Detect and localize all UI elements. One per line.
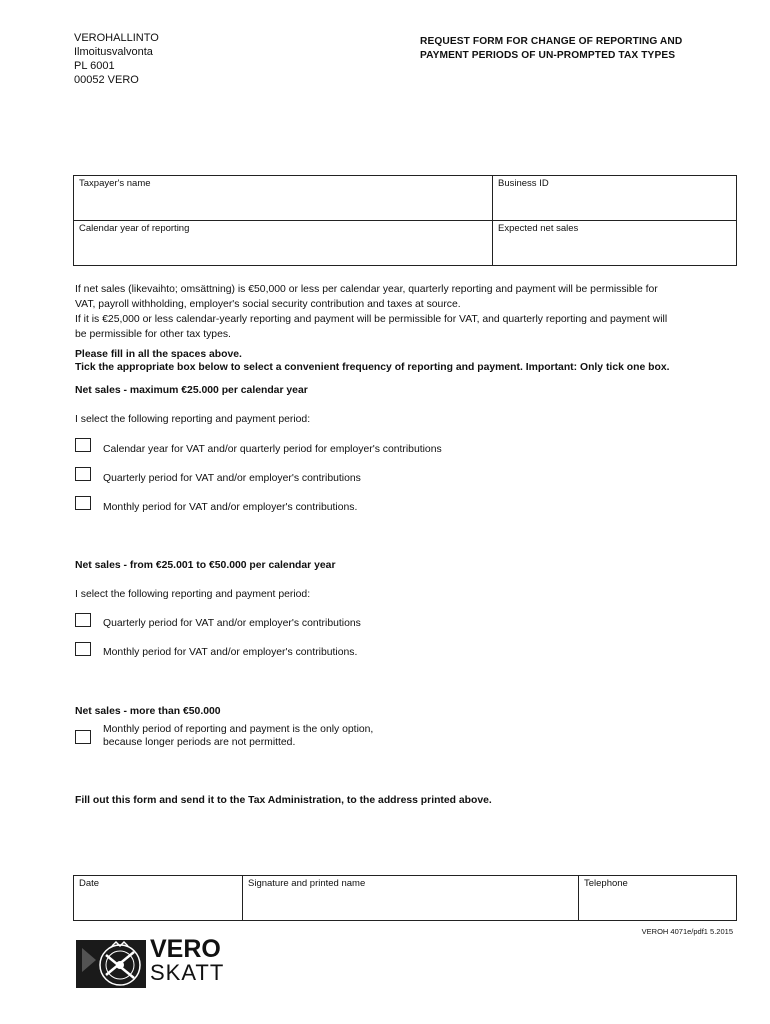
form-title-line-1: REQUEST FORM FOR CHANGE OF REPORTING AND <box>420 36 683 47</box>
form-title <box>420 35 682 63</box>
intro-line-3: If it is €25,000 or less calendar-yearly reporting and payment will be permissible for VAT, and quarterly reporting and payment will <box>75 314 668 325</box>
section1-option1-label: Calendar year for VAT and/or quarterly period for employer's contributions <box>103 444 442 455</box>
address-line-2: Ilmoitusvalvonta <box>74 46 153 58</box>
section3-option1-line-2: because longer periods are not permitted. <box>103 737 296 748</box>
intro-line-4: be permissible for other tax types. <box>75 329 231 340</box>
form-code: VEROH 4071e/pdf1 5.2015 <box>641 927 733 936</box>
section3-option1-checkbox[interactable] <box>75 730 91 744</box>
section3-option1-line-1: Monthly period of reporting and payment is the only option, <box>103 724 374 735</box>
sender-address <box>74 31 159 87</box>
taxpayer-name-field[interactable] <box>74 176 493 221</box>
section1-option3-checkbox[interactable] <box>75 496 91 510</box>
telephone-field[interactable] <box>579 876 737 921</box>
calendar-year-label: Calendar year of reporting <box>79 223 190 234</box>
instructions <box>75 348 669 374</box>
tax-administration-emblem-icon <box>76 940 146 988</box>
instructions-line-1: Please fill in all the spaces above. <box>75 349 242 360</box>
taxpayer-name-label: Taxpayer's name <box>79 178 151 189</box>
address-line-3: PL 6001 <box>74 60 115 72</box>
section2-heading: Net sales - from €25.001 to €50.000 per calendar year <box>75 560 336 571</box>
section1-option2-label: Quarterly period for VAT and/or employer's contributions <box>103 473 361 484</box>
instructions-line-2: Tick the appropriate box below to select a convenient frequency of reporting and payment. Important: Only tick one box. <box>75 362 670 373</box>
section1-option3-label: Monthly period for VAT and/or employer's contributions. <box>103 502 358 513</box>
address-line-4: 00052 VERO <box>74 74 139 86</box>
intro-line-2: VAT, payroll withholding, employer's social security contribution and taxes at source. <box>75 299 461 310</box>
section2-option1-label: Quarterly period for VAT and/or employer's contributions <box>103 618 361 629</box>
form-title-line-2: PAYMENT PERIODS OF UN-PROMPTED TAX TYPES <box>420 50 676 61</box>
intro-paragraph <box>75 282 745 342</box>
section2-option1-checkbox[interactable] <box>75 613 91 627</box>
section2-option2-checkbox[interactable] <box>75 642 91 656</box>
telephone-label: Telephone <box>584 878 628 889</box>
section1-option2-checkbox[interactable] <box>75 467 91 481</box>
signature-field[interactable] <box>243 876 579 921</box>
expected-net-sales-label: Expected net sales <box>498 223 579 234</box>
intro-line-1: If net sales (likevaihto; omsättning) is €50,000 or less per calendar year, quarterly reporting and payment will be permissible for <box>75 284 658 295</box>
section3-heading: Net sales - more than €50.000 <box>75 706 221 717</box>
section1-option1-checkbox[interactable] <box>75 438 91 452</box>
logo-word-vero: VERO <box>150 935 221 963</box>
section1-prompt: I select the following reporting and payment period: <box>75 414 311 425</box>
closing-instruction: Fill out this form and send it to the Tax Administration, to the address printed above. <box>75 795 492 806</box>
business-id-field[interactable] <box>493 176 737 221</box>
logo-word-skatt: SKATT <box>150 960 225 985</box>
signature-table <box>73 875 737 921</box>
section2-option2-label: Monthly period for VAT and/or employer's contributions. <box>103 647 358 658</box>
taxpayer-info-table <box>73 175 737 266</box>
section1-heading: Net sales - maximum €25.000 per calendar year <box>75 385 308 396</box>
signature-label: Signature and printed name <box>248 878 366 889</box>
date-field[interactable] <box>74 876 243 921</box>
calendar-year-field[interactable] <box>74 221 493 266</box>
expected-net-sales-field[interactable] <box>493 221 737 266</box>
business-id-label: Business ID <box>498 178 549 189</box>
section3-option1-label <box>103 723 373 749</box>
address-line-1: VEROHALLINTO <box>74 32 159 44</box>
date-label: Date <box>79 878 100 889</box>
section2-prompt: I select the following reporting and payment period: <box>75 589 311 600</box>
